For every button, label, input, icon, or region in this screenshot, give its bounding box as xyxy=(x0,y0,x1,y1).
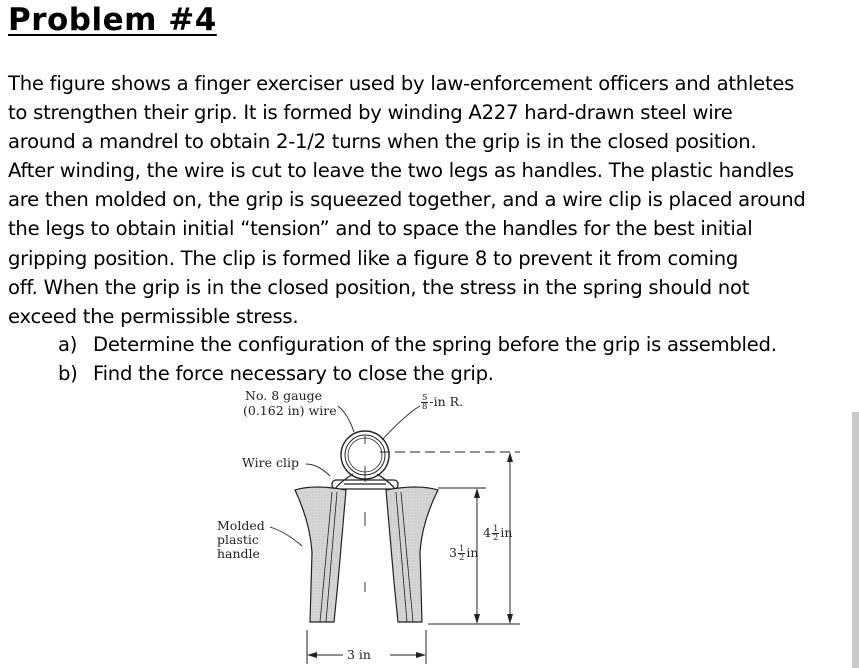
statement-line: After winding, the wire is cut to leave the two legs as handles. The plastic handles xyxy=(8,159,794,183)
wire-diameter-label: (0.162 in) wire xyxy=(243,403,337,418)
problem-statement xyxy=(8,69,853,331)
width-dimension-label: 3 in xyxy=(347,647,371,662)
question-b xyxy=(58,359,777,388)
statement-line: the legs to obtain initial “tension” and to space the handles for the best initial xyxy=(8,217,753,241)
scrollbar[interactable] xyxy=(852,412,859,668)
question-a xyxy=(58,330,777,359)
statement-line: to strengthen their grip. It is formed by winding A227 hard-drawn steel wire xyxy=(8,101,733,125)
question-text: Find the force necessary to close the grip. xyxy=(93,362,494,385)
left-handle xyxy=(295,487,346,622)
question-label: a) xyxy=(58,333,78,356)
inner-height-label: 3 $\frac{1}{2}$ in xyxy=(449,544,479,563)
statement-line: are then molded on, the grip is squeezed together, and a wire clip is placed around xyxy=(8,188,806,212)
statement-line: The figure shows a finger exerciser used by law-enforcement officers and athletes xyxy=(8,72,795,95)
right-handle xyxy=(386,487,438,622)
finger-exerciser-figure xyxy=(210,388,560,668)
statement-line: off. When the grip is in the closed position, the stress in the spring should not xyxy=(8,275,750,299)
handle-label: Molded plastic handle xyxy=(217,518,265,561)
statement-line: around a mandrel to obtain 2-1/2 turns when the grip is in the closed position. xyxy=(8,130,757,154)
question-text: Determine the configuration of the spring before the grip is assembled. xyxy=(93,333,777,356)
question-label: b) xyxy=(58,362,78,385)
statement-line: exceed the permissible stress. xyxy=(8,304,299,328)
wire-gauge-label: No. 8 gauge xyxy=(245,388,323,403)
radius-label: $\frac{5}{8}$ -in R. xyxy=(422,393,464,412)
wire-clip-label: Wire clip xyxy=(242,455,299,470)
outer-height-label: 4 $\frac{1}{2}$ in xyxy=(483,524,513,543)
statement-line: gripping position. The clip is formed like a figure 8 to prevent it from coming xyxy=(8,246,739,270)
page-title: Problem #4 xyxy=(8,2,217,38)
question-list xyxy=(58,330,777,388)
